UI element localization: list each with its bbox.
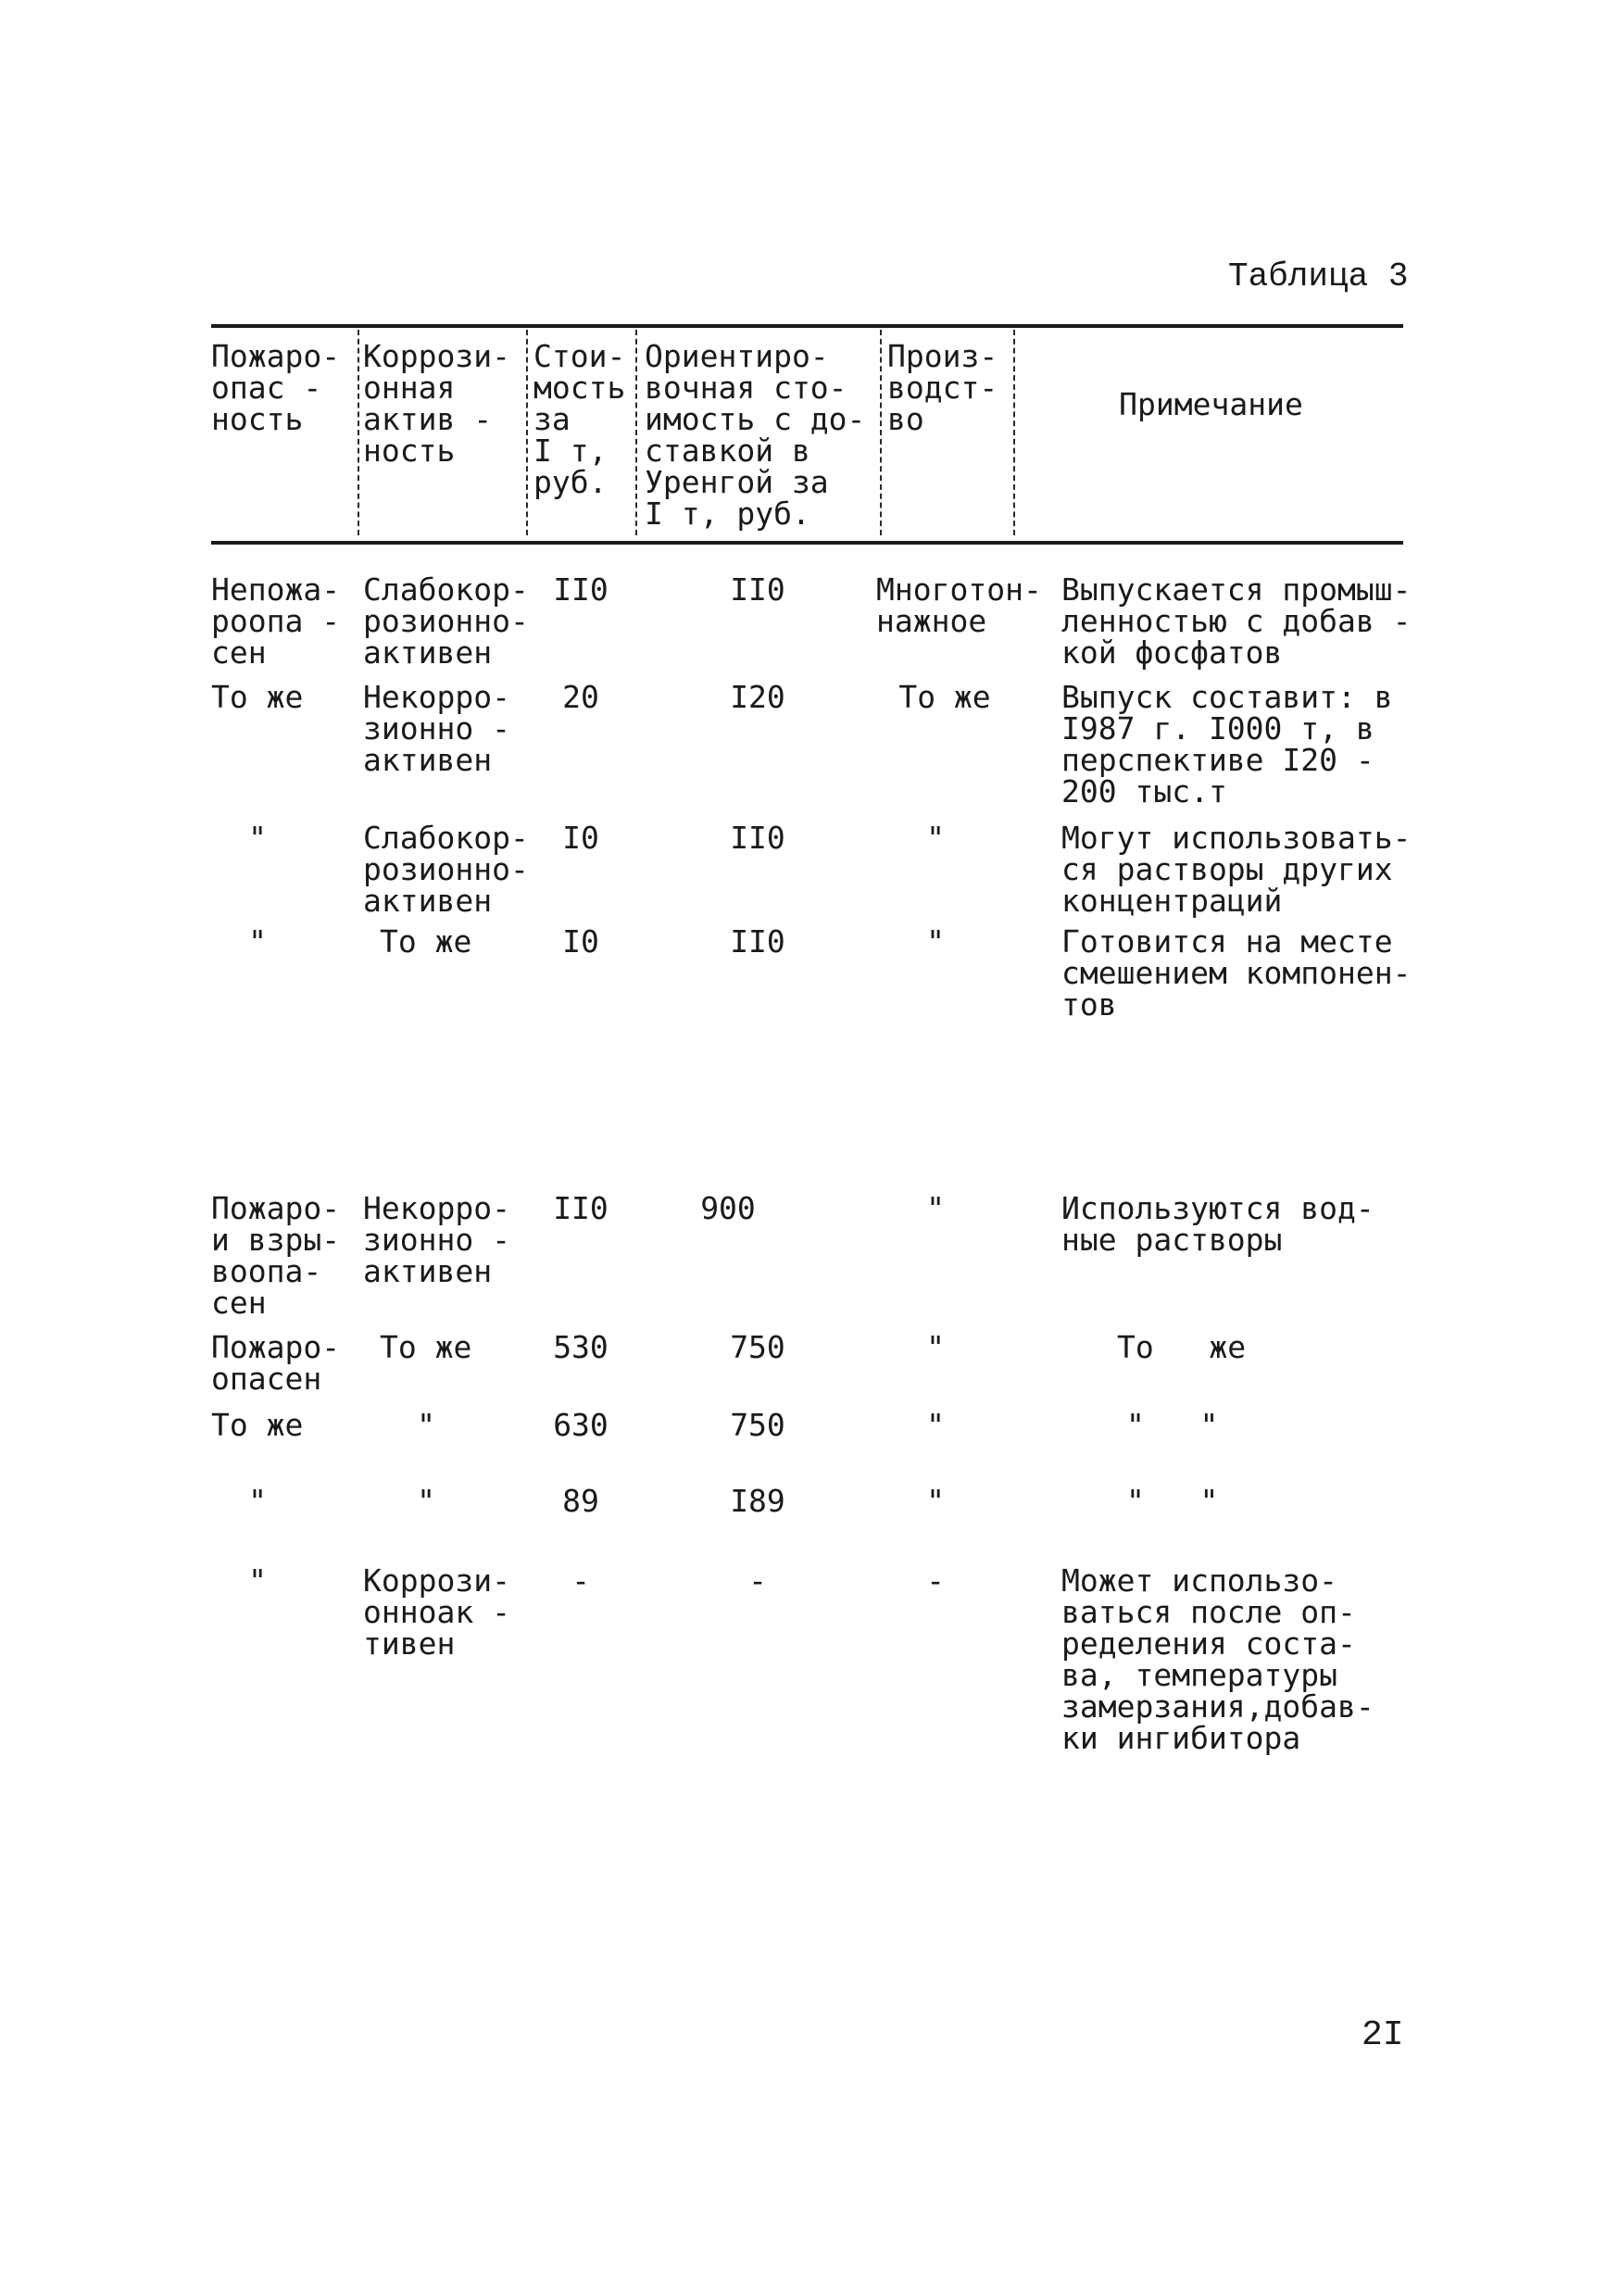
cell-cost: I0 bbox=[562, 923, 599, 960]
header-separator bbox=[880, 330, 882, 535]
cell-production: " bbox=[926, 820, 945, 856]
cell-note: Могут использовать- ся растворы других концентраций bbox=[1061, 820, 1412, 919]
cell-cost: 630 bbox=[553, 1407, 609, 1443]
header-note: Примечание bbox=[1119, 386, 1303, 422]
header-production: Произ- водст- во bbox=[887, 338, 998, 437]
header-fire-hazard: Пожаро- опас - ность bbox=[211, 338, 341, 437]
cell-corrosivity: То же bbox=[380, 1329, 472, 1365]
table-caption: Таблица 3 bbox=[1228, 257, 1409, 295]
cell-delivered-cost: II0 bbox=[730, 923, 785, 960]
cell-fire-hazard: " bbox=[248, 1562, 267, 1599]
cell-fire-hazard: " bbox=[248, 820, 267, 856]
cell-delivered-cost: I89 bbox=[730, 1483, 785, 1519]
cell-corrosivity: " bbox=[417, 1407, 435, 1443]
page-number: 2I bbox=[1362, 2015, 1404, 2055]
header-separator bbox=[526, 330, 528, 535]
cell-fire-hazard: То же bbox=[211, 1407, 304, 1443]
cell-cost: 89 bbox=[562, 1483, 599, 1519]
header-separator bbox=[1013, 330, 1015, 535]
header-corrosivity: Коррози- онная актив - ность bbox=[363, 338, 510, 469]
cell-delivered-cost: II0 bbox=[730, 820, 785, 856]
cell-production: - bbox=[926, 1562, 945, 1599]
cell-note: Готовится на месте смешением компонен- тов bbox=[1061, 923, 1412, 1023]
cell-corrosivity: Некорро- зионно - активен bbox=[363, 679, 510, 778]
header-separator bbox=[358, 330, 359, 535]
table-top-rule bbox=[211, 324, 1403, 328]
cell-production: " bbox=[926, 1483, 945, 1519]
cell-corrosivity: Слабокор- розионно- активен bbox=[363, 571, 529, 671]
cell-delivered-cost: I20 bbox=[730, 679, 785, 715]
cell-delivered-cost: 900 bbox=[700, 1190, 756, 1226]
cell-production: " bbox=[926, 1329, 945, 1365]
cell-delivered-cost: - bbox=[748, 1562, 767, 1599]
cell-corrosivity: Коррози- онноак - тивен bbox=[363, 1562, 510, 1662]
cell-note: Может использо- ваться после оп- ределения соста- ва, температуры замерзания,добав- ки ингибитора bbox=[1061, 1562, 1374, 1756]
cell-fire-hazard: Пожаро- опасен bbox=[211, 1329, 341, 1397]
cell-corrosivity: Слабокор- розионно- активен bbox=[363, 820, 529, 919]
cell-production: " bbox=[926, 1407, 945, 1443]
cell-corrosivity: Некорро- зионно - активен bbox=[363, 1190, 510, 1289]
cell-fire-hazard: " bbox=[248, 1483, 267, 1519]
header-cost: Стои- мость за I т, руб. bbox=[533, 338, 626, 500]
cell-delivered-cost: 750 bbox=[730, 1329, 785, 1365]
header-bottom-rule bbox=[211, 541, 1403, 545]
header-delivered-cost: Ориентиро- вочная сто- имость с до- ставкой в Уренгой за I т, руб. bbox=[645, 338, 866, 532]
cell-production: " bbox=[926, 1190, 945, 1226]
cell-note: " " bbox=[1126, 1407, 1219, 1443]
cell-production: " bbox=[926, 923, 945, 960]
cell-cost: 20 bbox=[562, 679, 599, 715]
cell-fire-hazard: Пожаро- и взры- воопа- сен bbox=[211, 1190, 341, 1321]
cell-corrosivity: То же bbox=[380, 923, 472, 960]
cell-production: Многотон- нажное bbox=[876, 571, 1042, 639]
cell-delivered-cost: 750 bbox=[730, 1407, 785, 1443]
cell-fire-hazard: Непожа- роопа - сен bbox=[211, 571, 341, 671]
header-separator bbox=[635, 330, 637, 535]
cell-delivered-cost: II0 bbox=[730, 571, 785, 608]
cell-fire-hazard: То же bbox=[211, 679, 304, 715]
cell-note: Выпускается промыш- ленностью с добав - кой фосфатов bbox=[1061, 571, 1412, 671]
cell-cost: 530 bbox=[553, 1329, 609, 1365]
cell-note: " " bbox=[1126, 1483, 1219, 1519]
cell-fire-hazard: " bbox=[248, 923, 267, 960]
cell-corrosivity: " bbox=[417, 1483, 435, 1519]
cell-cost: II0 bbox=[553, 1190, 609, 1226]
cell-note: Выпуск составит: в I987 г. I000 т, в перспективе I20 - 200 тыс.т bbox=[1061, 679, 1393, 809]
cell-production: То же bbox=[898, 679, 991, 715]
cell-cost: II0 bbox=[553, 571, 609, 608]
cell-note: То же bbox=[1117, 1329, 1247, 1365]
cell-cost: I0 bbox=[562, 820, 599, 856]
cell-cost: - bbox=[571, 1562, 590, 1599]
cell-note: Используются вод- ные растворы bbox=[1061, 1190, 1374, 1258]
